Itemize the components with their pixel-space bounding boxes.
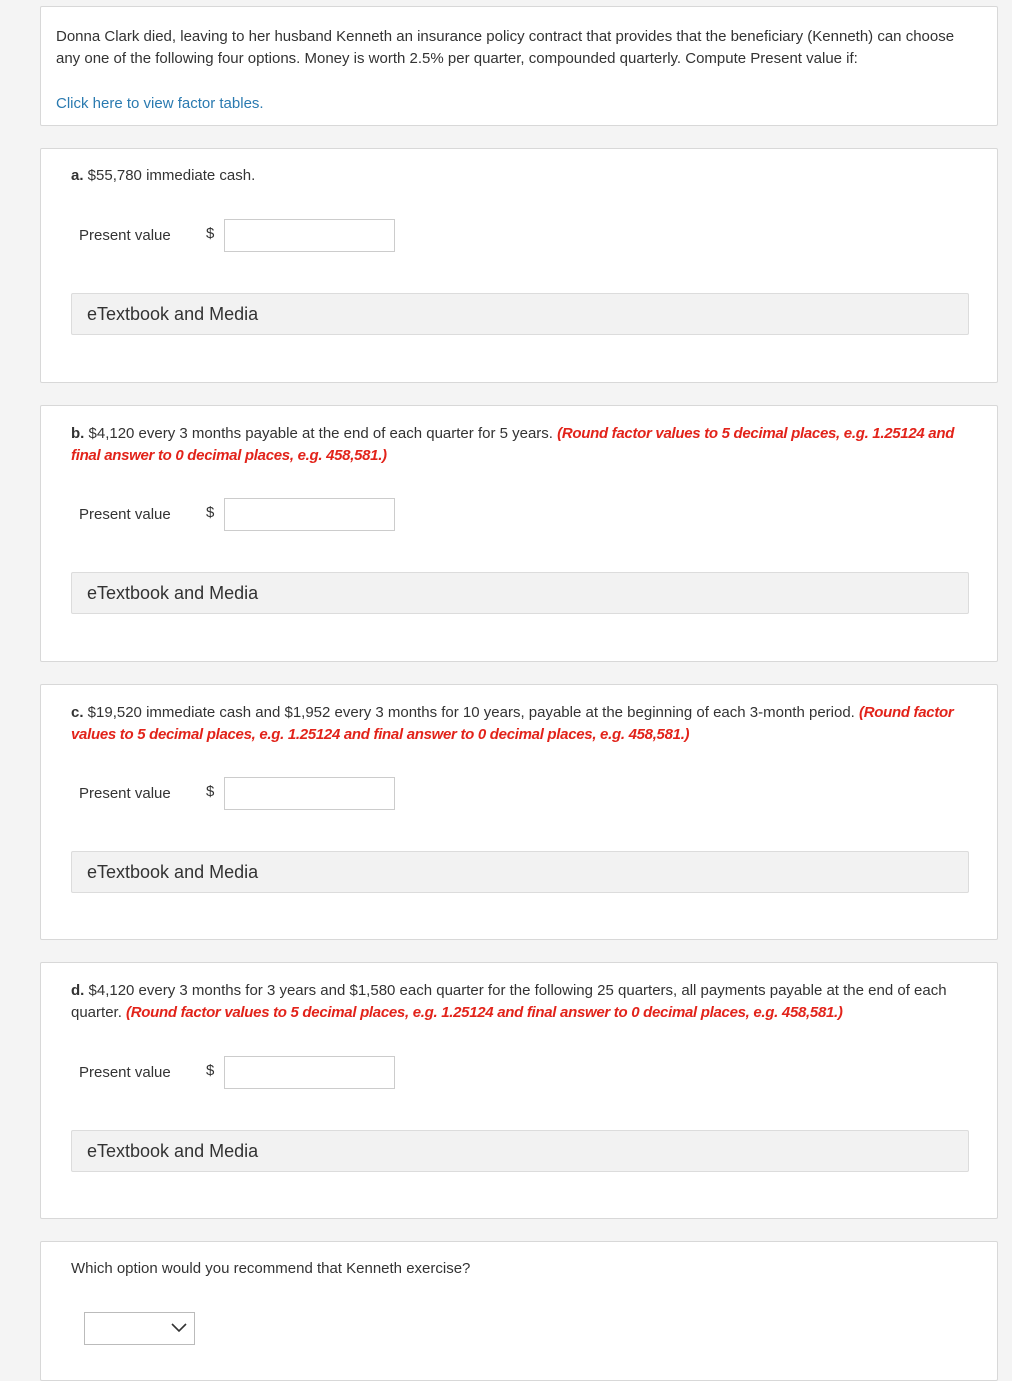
part-b-question <box>71 423 966 467</box>
present-value-label: Present value <box>79 227 171 244</box>
part-a-question <box>71 165 966 187</box>
rounding-instruction: (Round factor values to 5 decimal places, e.g. 1.25124 and final answer to 0 decimal places, e.g. 458,581.) <box>71 704 954 743</box>
currency-symbol: $ <box>206 1062 215 1079</box>
part-text: $4,120 every 3 months payable at the end of each quarter for 5 years. <box>84 425 558 442</box>
factor-tables-link[interactable]: Click here to view factor tables. <box>56 95 264 112</box>
part-letter: b. <box>71 425 85 442</box>
part-text: $4,120 every 3 months for 3 years and $1,580 each quarter for the following 25 quarters, all payments payable at the end of each quarter. <box>71 982 947 1021</box>
option-select-dropdown[interactable] <box>84 1312 195 1345</box>
currency-symbol: $ <box>206 504 215 521</box>
present-value-label: Present value <box>79 785 171 802</box>
present-value-input-c[interactable] <box>224 777 395 810</box>
present-value-label: Present value <box>79 506 171 523</box>
etextbook-media-toggle-b[interactable]: eTextbook and Media <box>71 572 969 614</box>
part-d-card <box>40 962 998 1219</box>
present-value-input-d[interactable] <box>224 1056 395 1089</box>
present-value-input-b[interactable] <box>224 498 395 531</box>
etextbook-media-toggle-c[interactable]: eTextbook and Media <box>71 851 969 893</box>
recommendation-question: Which option would you recommend that Kenneth exercise? <box>71 1260 471 1277</box>
problem-statement: Donna Clark died, leaving to her husband Kenneth an insurance policy contract that provides that the beneficiary (Kenneth) can choose any one of the following four options. Money is worth 2.5% per quarter, compounded quarterly. Compute Present value if: <box>56 28 955 67</box>
problem-intro-card <box>40 6 998 126</box>
part-c-question <box>71 702 966 746</box>
part-letter: d. <box>71 982 85 999</box>
rounding-instruction: (Round factor values to 5 decimal places, e.g. 1.25124 and final answer to 0 decimal places, e.g. 458,581.) <box>126 1004 843 1021</box>
part-text: $19,520 immediate cash and $1,952 every 3 months for 10 years, payable at the beginning of each 3-month period. <box>83 704 860 721</box>
chevron-down-icon <box>170 1322 188 1334</box>
part-a-card <box>40 148 998 383</box>
currency-symbol: $ <box>206 225 215 242</box>
present-value-label: Present value <box>79 1064 171 1081</box>
present-value-input-a[interactable] <box>224 219 395 252</box>
part-letter: c. <box>71 704 84 721</box>
recommendation-card <box>40 1241 998 1381</box>
etextbook-media-toggle-a[interactable]: eTextbook and Media <box>71 293 969 335</box>
etextbook-media-toggle-d[interactable]: eTextbook and Media <box>71 1130 969 1172</box>
part-c-card <box>40 684 998 940</box>
rounding-instruction: (Round factor values to 5 decimal places, e.g. 1.25124 and final answer to 0 decimal places, e.g. 458,581.) <box>71 425 955 464</box>
part-d-question <box>71 980 966 1024</box>
part-b-card <box>40 405 998 662</box>
currency-symbol: $ <box>206 783 215 800</box>
part-text: $55,780 immediate cash. <box>83 167 256 184</box>
part-letter: a. <box>71 167 84 184</box>
